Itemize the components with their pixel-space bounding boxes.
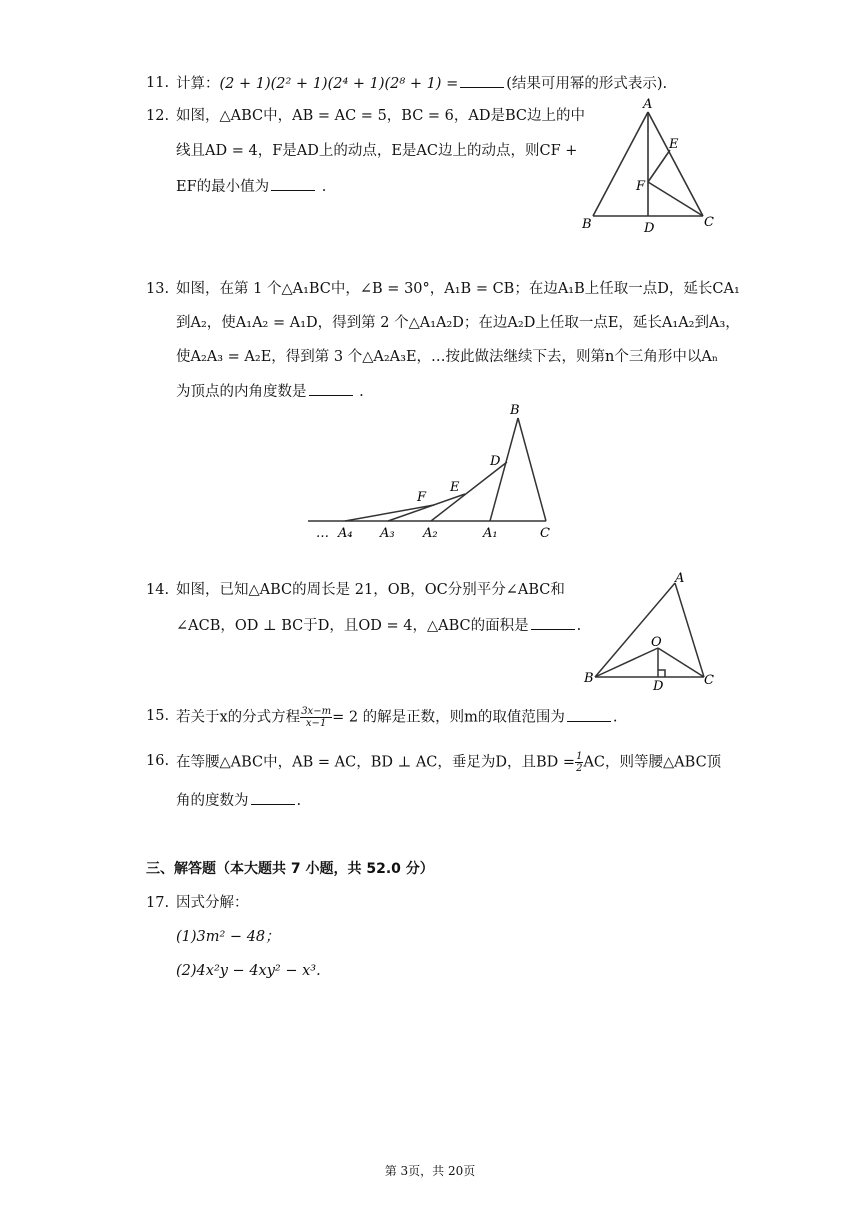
q13-line-4-text: 为顶点的内角度数是 [176,384,307,400]
q11-expression: (2 + 1)(2² + 1)(2⁴ + 1)(2⁸ + 1) = [219,76,459,92]
fig13-label-a2: A₂ [423,526,438,541]
q14-number: 14. [146,582,170,598]
q16-line-2 [176,790,301,811]
fig13-label-a4: A₄ [338,526,353,541]
q13-line-1: 如图，在第 1 个△A₁BC中，∠B = 30°，A₁B = CB；在边A₁B上任取一点D，延长CA₁ [176,281,740,297]
fig12-label-d: D [644,221,655,236]
q12-answer-blank [271,176,315,191]
q13-line-4-end: . [359,384,364,400]
q13-line-3: 使A₂A₃ = A₂E，得到第 3 个△A₂A₃E，…按此做法继续下去，则第n个三角形中以Aₙ [176,349,719,365]
q17-number: 17. [146,895,170,911]
q15-end: . [612,709,618,726]
fig13-label-e: E [450,480,460,495]
q15-mid: = 2 的解是正数，则m的取值范围为 [332,709,565,726]
q13-answer-blank [309,381,353,396]
fig13-label-b: B [510,403,520,418]
q16-line-1 [176,751,721,774]
q14-line-1: 如图，已知△ABC的周长是 21，OB，OC分别平分∠ABC和 [176,582,565,598]
q13-line-4 [176,381,364,402]
q12-line-2: 线且AD = 4，F是AD上的动点，E是AC边上的动点，则CF + [176,143,578,159]
q11-text [176,73,667,94]
fig12-label-a: A [643,97,653,112]
q15-fraction-numerator: 3x−m [301,706,332,717]
q15-pre: 若关于x的分式方程 [176,709,301,726]
q16-line-1-b: AC，则等腰△ABC顶 [583,754,722,771]
fig14-label-o: O [651,635,662,650]
q14-answer-blank [531,615,575,630]
q11-number: 11. [146,75,170,91]
q13-number: 13. [146,281,170,297]
fig13-label-a3: A₃ [380,526,395,541]
q12-line-1: 如图，△ABC中，AB = AC = 5，BC = 6，AD是BC边上的中 [176,108,586,124]
figure-q13-triangles [300,400,570,546]
q16-line-2-end: . [296,793,302,809]
q16-half-denominator: 2 [576,763,583,774]
q12-number: 12. [146,108,170,124]
q15-number: 15. [146,708,170,724]
q15-fraction-denominator: x−1 [305,718,327,729]
q16-half-numerator: 1 [576,751,583,762]
fig14-label-d: D [653,679,664,694]
fig13-label-a1: A₁ [483,526,498,541]
q15-text [176,706,618,729]
q16-line-1-a: 在等腰△ABC中，AB = AC，BD ⊥ AC，垂足为D，且BD = [176,754,576,771]
q15-answer-blank [567,707,611,722]
fig12-label-c: C [704,215,714,230]
q11-tail: (结果可用幂的形式表示). [506,76,668,92]
q15-fraction [300,706,332,729]
fig14-label-c: C [704,673,714,688]
q17-part-2: (2)4x²y − 4xy² − x³. [176,963,321,979]
q13-line-2: 到A₂，使A₁A₂ = A₁D，得到第 2 个△A₁A₂D；在边A₂D上任取一点E，延长A₁A₂到A₃， [176,315,740,331]
fig12-label-f: F [636,179,646,194]
fig14-label-a: A [675,571,685,586]
q14-line-2-text: ∠ACB，OD ⊥ BC于D，且OD = 4，△ABC的面积是 [176,618,529,634]
q12-line-3-text: EF的最小值为 [176,179,270,195]
q12-line-3-end: . [321,179,327,195]
q17-part-1: (1)3m² − 48； [176,929,280,945]
fig13-label-d: D [490,454,501,469]
fig14-label-b: B [584,671,594,686]
figure-q12-triangle [576,92,726,238]
q11-label: 计算： [176,76,220,92]
q17-title: 因式分解： [176,895,249,911]
fig12-label-e: E [669,137,679,152]
fig12-label-b: B [582,217,592,232]
q16-number: 16. [146,753,170,769]
q11-answer-blank [460,73,504,88]
page-footer: 第 3页，共 20页 [384,1164,476,1178]
q16-answer-blank [251,790,295,805]
fig13-label-c: C [540,526,550,541]
q16-line-2-text: 角的度数为 [176,793,249,809]
fig13-label-dots: … [316,526,329,541]
figure-q14-triangle [580,566,720,694]
q14-line-2-end: . [576,618,582,634]
q14-line-2 [176,615,581,636]
q12-line-3 [176,176,326,197]
section-heading: 三、解答题（本大题共 7 小题，共 52.0 分） [146,861,434,877]
fig13-label-f: F [417,490,427,505]
